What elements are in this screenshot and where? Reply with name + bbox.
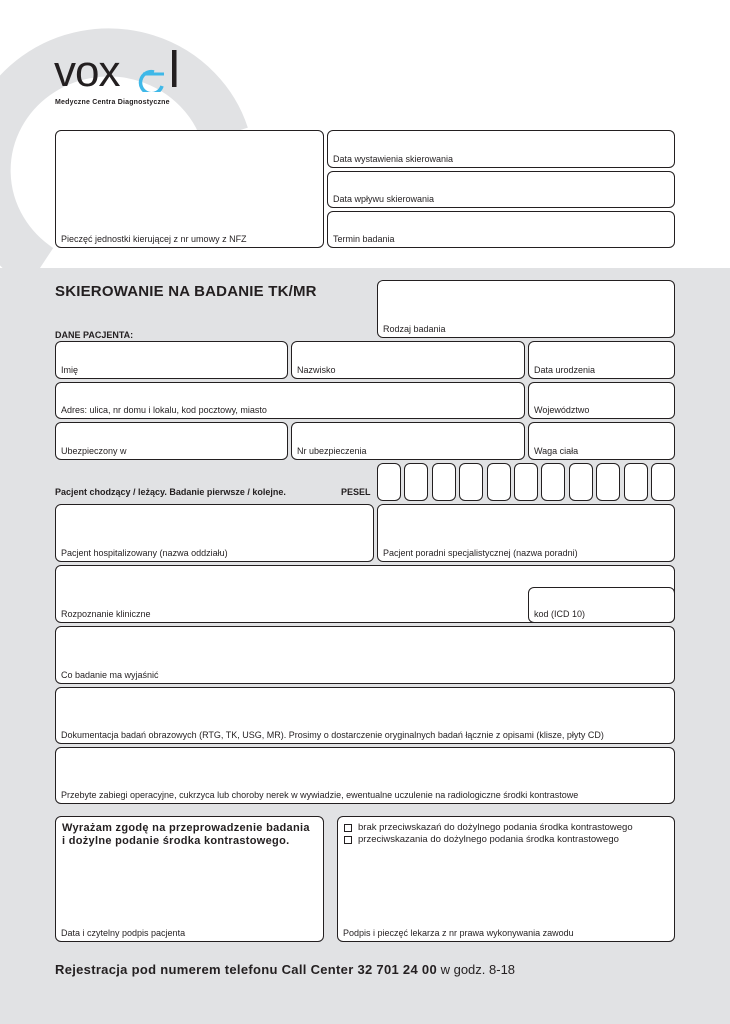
pesel-digit-box[interactable] — [514, 463, 538, 501]
exam-purpose-label: Co badanie ma wyjaśnić — [61, 670, 159, 680]
icd-code-field[interactable] — [528, 587, 675, 623]
patient-signature-label: Data i czytelny podpis pacjenta — [61, 928, 186, 938]
doctor-signature-label: Podpis i pieczęć lekarza z nr prawa wykonywania zawodu — [343, 928, 574, 938]
pesel-digit-box[interactable] — [459, 463, 483, 501]
registration-phone-text: Rejestracja pod numerem telefonu Call Center 32 701 24 00 — [55, 962, 437, 977]
patient-section-heading: DANE PACJENTA: — [55, 330, 134, 340]
pesel-digit-box[interactable] — [651, 463, 675, 501]
consent-statement — [62, 822, 310, 848]
insurance-number-field[interactable] — [291, 422, 525, 460]
registration-footer — [55, 962, 515, 977]
hospitalized-field[interactable] — [55, 504, 374, 562]
receipt-date-label: Data wpływu skierowania — [333, 194, 435, 204]
stamp-field[interactable] — [55, 130, 324, 248]
no-contraindications-label: brak przeciwskazań do dożylnego podania środka kontrastowego — [358, 822, 633, 833]
svg-text:vox: vox — [54, 48, 120, 92]
icd-code-label: kod (ICD 10) — [534, 609, 586, 619]
voxel-logo — [54, 48, 184, 92]
insured-label: Ubezpieczony w — [61, 446, 127, 456]
stamp-label: Pieczęć jednostki kierującej z nr umowy z NFZ — [61, 234, 247, 244]
first-name-label: Imię — [61, 365, 79, 375]
contraindications-box — [337, 816, 675, 942]
pesel-digit-box[interactable] — [377, 463, 401, 501]
last-name-field[interactable] — [291, 341, 525, 379]
birth-date-field[interactable] — [528, 341, 675, 379]
outpatient-label: Pacjent poradni specjalistycznej (nazwa poradni) — [383, 548, 578, 558]
patient-status-options[interactable]: Pacjent chodzący / leżący. Badanie pierwsze / kolejne. — [55, 487, 286, 497]
exam-date-field[interactable] — [327, 211, 675, 248]
medical-history-label: Przebyte zabiegi operacyjne, cukrzyca lub choroby nerek w wywiadzie, ewentualne uczulenie na radiologiczne środki kontrastowe — [61, 790, 579, 800]
insurance-number-label: Nr ubezpieczenia — [297, 446, 367, 456]
pesel-digit-box[interactable] — [487, 463, 511, 501]
last-name-label: Nazwisko — [297, 365, 336, 375]
registration-hours-text: w godz. 8-18 — [436, 962, 516, 977]
hospitalized-label: Pacjent hospitalizowany (nazwa oddziału) — [61, 548, 228, 558]
weight-label: Waga ciała — [534, 446, 579, 456]
patient-consent-box[interactable] — [55, 816, 324, 942]
consent-line-2: i dożylne podanie środka kontrastowego. — [62, 835, 290, 847]
medical-history-field[interactable] — [55, 747, 675, 804]
birth-date-label: Data urodzenia — [534, 365, 596, 375]
exam-type-label: Rodzaj badania — [383, 324, 446, 334]
first-name-field[interactable] — [55, 341, 288, 379]
receipt-date-field[interactable] — [327, 171, 675, 208]
address-field[interactable] — [55, 382, 525, 419]
pesel-digit-box[interactable] — [432, 463, 456, 501]
address-label: Adres: ulica, nr domu i lokalu, kod pocztowy, miasto — [61, 405, 267, 415]
pesel-digit-box[interactable] — [624, 463, 648, 501]
consent-line-1: Wyrażam zgodę na przeprowadzenie badania — [62, 822, 310, 834]
form-title: SKIEROWANIE NA BADANIE TK/MR — [55, 283, 317, 300]
weight-field[interactable] — [528, 422, 675, 460]
diagnosis-label: Rozpoznanie kliniczne — [61, 609, 151, 619]
pesel-label: PESEL — [341, 487, 371, 497]
imaging-documentation-field[interactable] — [55, 687, 675, 744]
issue-date-label: Data wystawienia skierowania — [333, 154, 454, 164]
insured-field[interactable] — [55, 422, 288, 460]
contraindications-label: przeciwskazania do dożylnego podania środka kontrastowego — [358, 834, 619, 845]
pesel-digit-box[interactable] — [541, 463, 565, 501]
exam-purpose-field[interactable] — [55, 626, 675, 684]
pesel-digit-box[interactable] — [404, 463, 428, 501]
imaging-documentation-label: Dokumentacja badań obrazowych (RTG, TK, USG, MR). Prosimy o dostarczenie oryginalnych badań łącznie z opisami (klisze, płyty CD) — [61, 730, 604, 740]
no-contraindications-option[interactable] — [344, 822, 633, 833]
logo-subtitle: Medyczne Centra Diagnostyczne — [55, 99, 170, 106]
no-contraindications-checkbox[interactable] — [344, 824, 352, 832]
contraindications-checkbox[interactable] — [344, 836, 352, 844]
exam-type-field[interactable] — [377, 280, 675, 338]
pesel-digit-box[interactable] — [596, 463, 620, 501]
issue-date-field[interactable] — [327, 130, 675, 168]
contraindications-option[interactable] — [344, 834, 619, 845]
province-label: Województwo — [534, 405, 590, 415]
province-field[interactable] — [528, 382, 675, 419]
exam-date-label: Termin badania — [333, 234, 395, 244]
pesel-digit-box[interactable] — [569, 463, 593, 501]
outpatient-field[interactable] — [377, 504, 675, 562]
